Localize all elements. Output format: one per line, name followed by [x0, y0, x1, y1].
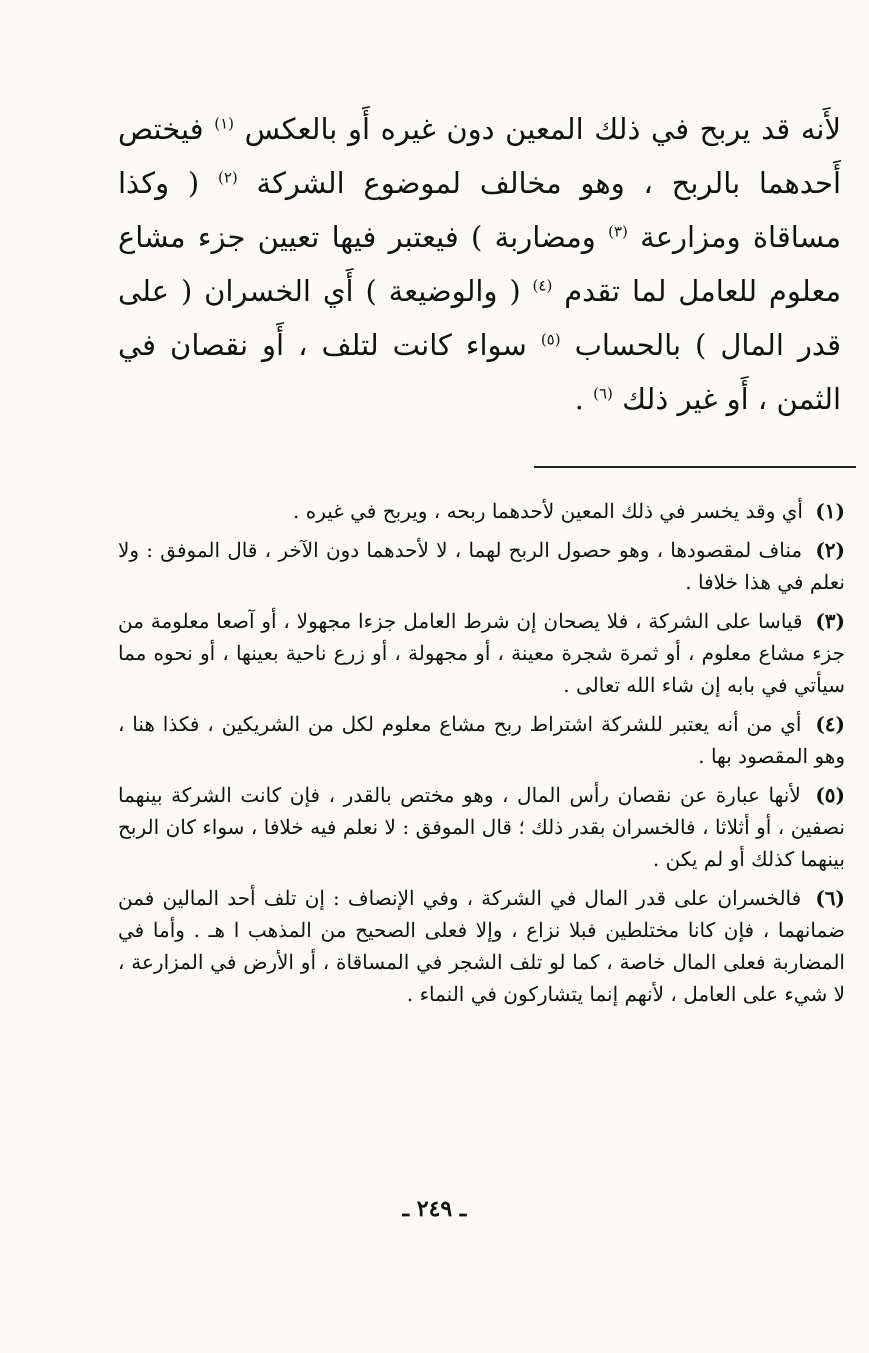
footnotes — [118, 495, 845, 1017]
page-number: ـ ٢٤٩ ـ — [402, 1196, 467, 1222]
footnote-text: لأنها عبارة عن نقصان رأس المال ، وهو مختص بالقدر ، فإن كانت الشركة بينهما نصفين ، أو أثلاثا ، فالخسران بقدر ذلك ؛ قال الموفق : لا نعلم فيه خلافا ، سواء كان الربح بينهما كذلك أو لم يكن . — [118, 783, 845, 871]
main-text-segment: ( والوضيعة ) أَي الخسران ( على قدر المال ) بالحساب — [118, 274, 842, 362]
footnote-ref: (١) — [214, 114, 235, 133]
footnote — [118, 495, 845, 527]
footnote-number: (٤) — [815, 712, 845, 736]
main-text-segment: لأَنه قد يربح في ذلك المعين دون غيره أَو بالعكس — [244, 112, 841, 146]
main-text-segment: ( وكذا مساقاة ومزارعة — [118, 166, 842, 254]
footnote-text: قياسا على الشركة ، فلا يصحان إن شرط العامل جزءا مجهولا ، أو آصعا معلومة من جزء مشاع معلوم ، أو ثمرة شجرة معينة ، أو مجهولة ، أو زرع ناحية بعينها ، أو نحوه مما سيأتي في بابه إن شاء الله تعالى . — [118, 609, 845, 697]
footnote-text: فالخسران على قدر المال في الشركة ، وفي الإنصاف : إن تلف أحد المالين فمن ضمانهما ، فإن كانا مختلطين فبلا نزاع ، وإلا فعلى الصحيح من المذهب ا هـ . وأما في المضاربة فعلى المال خاصة ، كما لو تلف الشجر في المساقاة ، أو الأرض في المزارعة ، لا شيء على العامل ، لأنهم إنما يتشاركون في النماء . — [118, 886, 845, 1006]
main-text-segment: ومضاربة ) فيعتبر فيها تعيين جزء مشاع معلوم للعامل لما تقدم — [118, 220, 841, 308]
main-text-segment: فيختص أَحدهما بالربح ، وهو مخالف لموضوع الشركة — [118, 112, 842, 200]
footnote-divider — [534, 466, 856, 468]
footnote-ref: (٣) — [608, 222, 628, 241]
footnote — [118, 708, 845, 772]
footnote — [118, 779, 845, 875]
footnote-number: (٥) — [815, 783, 845, 807]
footnote-text: مناف لمقصودها ، وهو حصول الربح لهما ، لا لأحدهما دون الآخر ، قال الموفق : ولا نعلم في هذا خلافا . — [118, 538, 845, 594]
main-text-segment: . — [574, 382, 584, 416]
footnote — [118, 882, 845, 1010]
footnote-ref: (٤) — [532, 276, 553, 295]
footnote-ref: (٦) — [593, 384, 613, 403]
footnote-ref: (٥) — [540, 330, 561, 349]
footnote-text: أي وقد يخسر في ذلك المعين لأحدهما ربحه ، ويربح في غيره . — [293, 499, 803, 523]
footnote-number: (٦) — [815, 886, 846, 910]
footnote-number: (٢) — [815, 538, 846, 562]
main-text — [118, 102, 841, 426]
footnote — [118, 605, 845, 701]
footnote-ref: (٢) — [217, 168, 238, 187]
footnote — [118, 534, 845, 598]
footnote-text: أي من أنه يعتبر للشركة اشتراط ربح مشاع معلوم لكل من الشريكين ، فكذا هنا ، وهو المقصود بها . — [118, 712, 845, 768]
footnote-number: (٣) — [815, 609, 846, 633]
main-text-segment: سواء كانت لتلف ، أَو نقصان في الثمن ، أَو غير ذلك — [118, 328, 841, 416]
footnote-number: (١) — [815, 499, 845, 523]
